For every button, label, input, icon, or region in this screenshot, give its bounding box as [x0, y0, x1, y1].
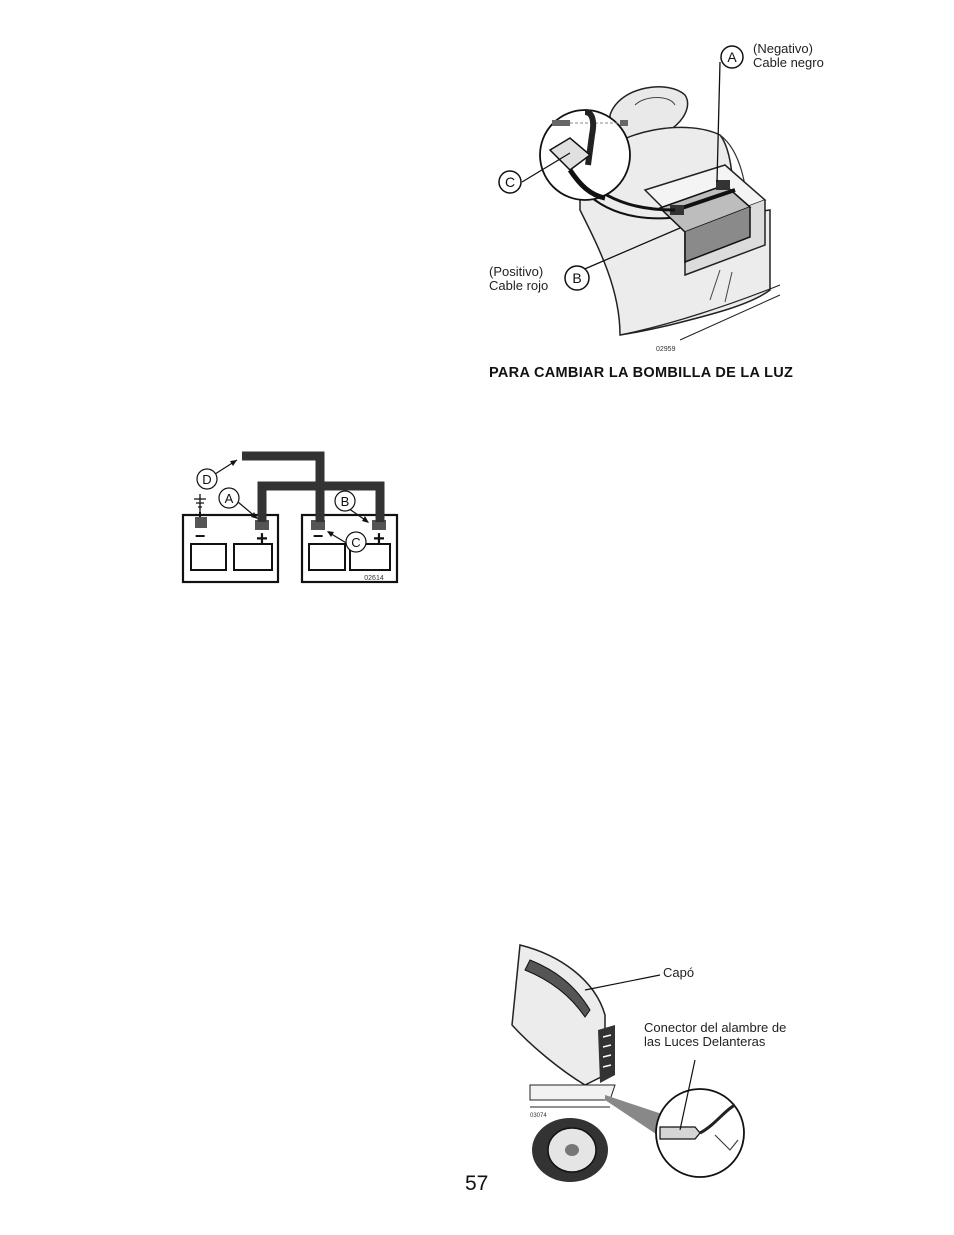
- jumper-cable-diagram: [180, 450, 405, 585]
- positive-cable-label: [489, 265, 548, 293]
- headlight-figure: [500, 935, 820, 1190]
- callout-b: [565, 266, 589, 290]
- connector-label-line2: las Luces Delanteras: [644, 1034, 766, 1049]
- jumper-diagram-svg: [180, 450, 405, 585]
- jumper-callout-b: [335, 491, 355, 511]
- jumper-callout-d-text: D: [202, 472, 212, 487]
- callout-c-text: C: [504, 174, 516, 190]
- hood-label: Capó: [663, 965, 695, 980]
- battery2-plus: +: [373, 528, 385, 550]
- negative-label-line1: (Negativo): [753, 41, 813, 56]
- headlight-illustration: [500, 935, 820, 1190]
- headlight-connector-label: [644, 1021, 786, 1049]
- jumper-figure-code: 02614: [364, 575, 384, 582]
- battery-cable-figure: [470, 40, 850, 370]
- jumper-callout-d: [197, 469, 217, 489]
- callout-c: [499, 171, 521, 193]
- jumper-callout-a: [219, 488, 239, 508]
- battery1-plus: +: [256, 528, 268, 550]
- battery2-minus: −: [312, 526, 324, 546]
- connector-label-line1: Conector del alambre de: [644, 1020, 787, 1035]
- battery-illustration: [470, 40, 850, 370]
- negative-cable-label: [753, 42, 824, 70]
- battery1-minus: −: [194, 526, 206, 546]
- callout-a-text: A: [727, 49, 737, 65]
- positive-label-line1: (Positivo): [489, 264, 544, 279]
- jumper-callout-b-text: B: [340, 494, 350, 509]
- jumper-callout-c: [346, 532, 366, 552]
- headlight-figure-code: 03074: [530, 1113, 547, 1119]
- callout-a: [721, 46, 743, 68]
- negative-label-line2: Cable negro: [753, 55, 824, 70]
- section-heading: PARA CAMBIAR LA BOMBILLA DE LA LUZ: [489, 365, 794, 381]
- jumper-callout-c-text: C: [351, 535, 361, 550]
- jumper-callout-a-text: A: [224, 491, 234, 506]
- battery-figure-code: 02959: [656, 346, 676, 353]
- positive-label-line2: Cable rojo: [489, 278, 549, 293]
- page-number: 57: [465, 1172, 489, 1195]
- callout-b-text: B: [572, 270, 582, 286]
